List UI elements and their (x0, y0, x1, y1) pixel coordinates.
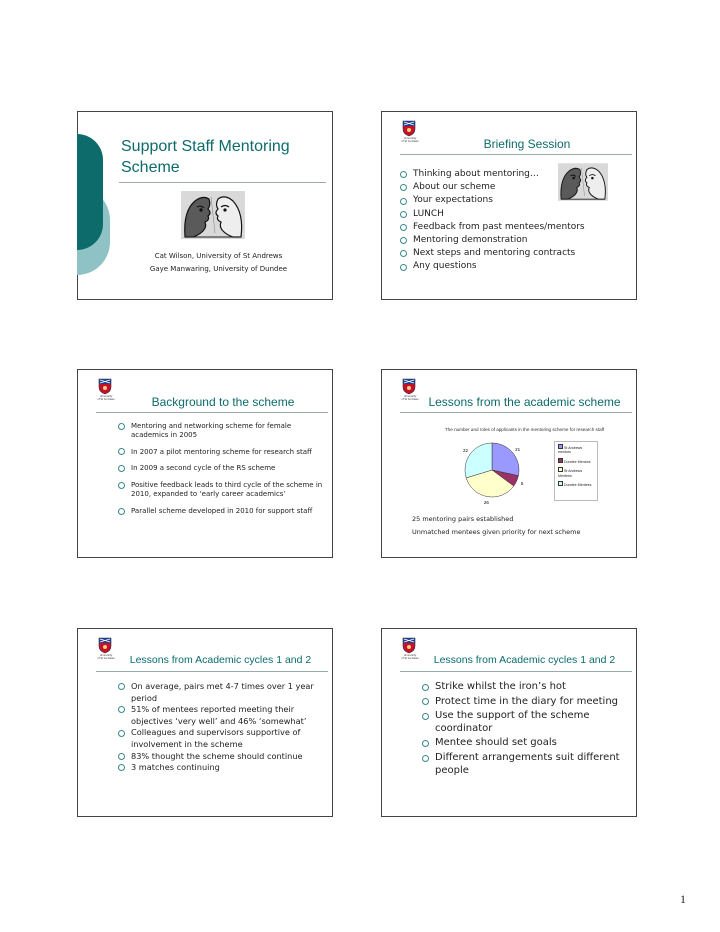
note-priority: Unmatched mentees given priority for next scheme (412, 528, 581, 536)
chart-legend (554, 441, 598, 501)
slide3-bullet-list (118, 422, 323, 516)
slide-lessons-2 (381, 628, 637, 817)
slide-background (77, 369, 333, 558)
pie-chart (452, 436, 532, 506)
slide6-bullet-list (422, 681, 632, 777)
pie-data-label: 22 (462, 447, 468, 453)
list-item: Thinking about mentoring… (400, 168, 636, 181)
legend-swatch (558, 481, 563, 486)
list-item: Any questions (400, 260, 636, 273)
list-item: Mentoring demonstration (400, 234, 636, 247)
credit-line-1: Cat Wilson, University of St Andrews (154, 252, 283, 260)
list-item: Mentee should set goals (422, 737, 632, 750)
crest-caption: University of St Andrews (401, 395, 419, 401)
credits (121, 250, 316, 276)
slide3-title: Background to the scheme (151, 395, 295, 409)
university-crest-icon (98, 378, 112, 394)
legend-entry (558, 458, 594, 464)
slide1-title: Support Staff Mentoring Scheme (121, 138, 290, 176)
decorative-arc-dark (77, 134, 103, 250)
title-underline (96, 412, 328, 413)
pie-data-label: 26 (483, 500, 489, 506)
list-item: LUNCH (400, 208, 636, 221)
list-item: About our scheme (400, 181, 636, 194)
legend-label: Dundee Mentors (564, 459, 591, 464)
page-number: 1 (680, 892, 686, 906)
crest-caption: University of St Andrews (401, 654, 419, 660)
list-item: Protect time in the diary for meeting (422, 696, 632, 709)
list-item: 3 matches continuing (118, 762, 323, 774)
crest-caption: University of St Andrews (97, 654, 115, 660)
list-item: Use the support of the scheme coordinator (422, 710, 632, 735)
legend-label: St Andrews Mentees (558, 469, 583, 478)
slide2-bullet-list (400, 168, 636, 274)
list-item: Colleagues and supervisors supportive of involvement in the scheme (118, 727, 323, 750)
list-item: Parallel scheme developed in 2010 for support staff (118, 507, 323, 516)
university-crest-icon (402, 120, 416, 136)
university-crest-icon (402, 378, 416, 394)
list-item: Different arrangements suit different people (422, 752, 632, 777)
university-crest-icon (402, 637, 416, 653)
list-item: In 2009 a second cycle of the RS scheme (118, 464, 323, 473)
two-faces-whispering-icon (181, 191, 245, 239)
legend-entry (558, 467, 594, 478)
pie-data-label: 21 (515, 446, 521, 452)
list-item: Strike whilst the iron’s hot (422, 681, 632, 694)
title-underline (400, 412, 632, 413)
university-crest-icon (98, 637, 112, 653)
slide5-title: Lessons from Academic cycles 1 and 2 (129, 654, 312, 666)
legend-label: Dundee Mentees (564, 483, 592, 488)
slide5-bullet-list (118, 681, 323, 774)
title-underline (96, 671, 328, 672)
legend-entry (558, 481, 594, 487)
list-item: Feedback from past mentees/mentors (400, 221, 636, 234)
list-item: 51% of mentees reported meeting their objectives ‘very well’ and 46% ‘somewhat’ (118, 704, 323, 727)
slide6-title: Lessons from Academic cycles 1 and 2 (433, 654, 616, 666)
list-item: On average, pairs met 4-7 times over 1 year period (118, 681, 323, 704)
list-item: In 2007 a pilot mentoring scheme for research staff (118, 448, 323, 457)
title-underline (119, 182, 326, 183)
legend-swatch (558, 467, 563, 472)
slide-academic-scheme (381, 369, 637, 558)
slide-title (77, 111, 333, 300)
slide-lessons-1 (77, 628, 333, 817)
legend-entry (558, 444, 594, 455)
legend-swatch (558, 458, 563, 463)
pie-data-label: 5 (520, 481, 524, 487)
list-item: Mentoring and networking scheme for female academics in 2005 (118, 422, 323, 440)
crest-caption: University of St Andrews (401, 137, 419, 143)
legend-swatch (558, 444, 563, 449)
slide4-title: Lessons from the academic scheme (428, 395, 621, 409)
crest-caption: University of St Andrews (97, 395, 115, 401)
list-item: 83% thought the scheme should continue (118, 751, 323, 763)
slide2-title: Briefing Session (483, 137, 571, 151)
list-item: Your expectations (400, 194, 636, 207)
chart-title: The number and roles of applicants in the mentoring scheme for research staff (444, 427, 605, 432)
list-item: Next steps and mentoring contracts (400, 247, 636, 260)
legend-label: St Andrews mentors (558, 446, 583, 455)
note-pairs: 25 mentoring pairs established (412, 515, 514, 523)
slide-briefing-session (381, 111, 637, 300)
list-item: Positive feedback leads to third cycle of the scheme in 2010, expanded to ‘early career academics’ (118, 481, 323, 499)
title-underline (400, 671, 632, 672)
title-underline (400, 154, 632, 155)
credit-line-2: Gaye Manwaring, University of Dundee (149, 265, 288, 273)
